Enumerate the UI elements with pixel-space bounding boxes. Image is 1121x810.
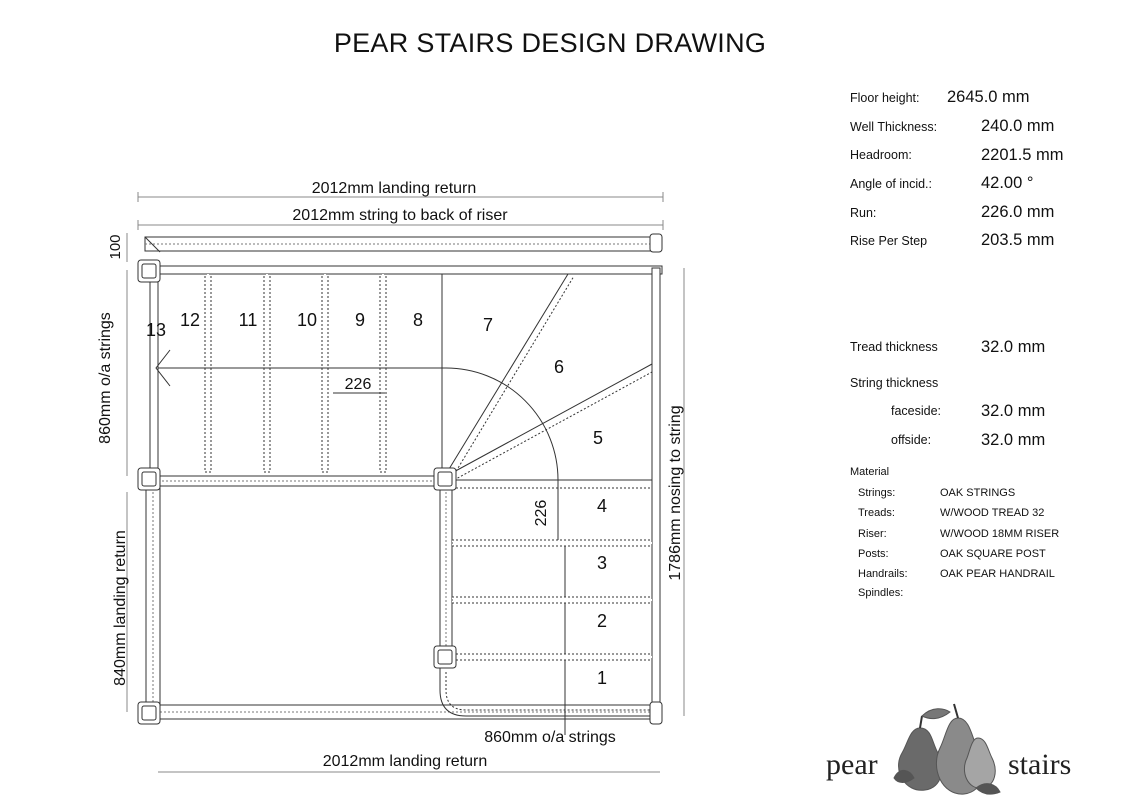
dim-top-landing: 2012mm landing return <box>311 180 477 197</box>
step-number: 10 <box>296 310 318 330</box>
spec-value: 203.5 mm <box>981 231 1055 249</box>
dim-top-string: 2012mm string to back of riser <box>292 207 508 224</box>
faceside-value: 32.0 mm <box>981 402 1046 420</box>
logo-text-left: pear <box>826 748 878 781</box>
spec-value: 2201.5 mm <box>981 146 1064 164</box>
spec-label: Run: <box>850 206 877 220</box>
dim-left-100: 100 <box>107 234 124 260</box>
step-number: 2 <box>596 611 608 631</box>
material-label: Handrails: <box>858 568 908 580</box>
step-number: 4 <box>596 496 608 516</box>
step-number: 9 <box>354 310 366 330</box>
material-label: Strings: <box>858 487 896 499</box>
step-number: 12 <box>179 310 201 330</box>
spec-label: Headroom: <box>850 148 912 162</box>
page-title: PEAR STAIRS DESIGN DRAWING <box>333 28 767 58</box>
offside-value: 32.0 mm <box>981 431 1046 449</box>
spec-value: 240.0 mm <box>981 117 1055 135</box>
pear-fruit-icon <box>880 698 1010 808</box>
tread-thickness-value: 32.0 mm <box>981 338 1046 356</box>
material-label: Riser: <box>858 528 887 540</box>
string-right <box>652 268 660 718</box>
post-bottom-right <box>650 702 662 724</box>
spec-label: Well Thickness: <box>850 120 938 134</box>
lower-flight-treads <box>452 540 652 660</box>
dim-bottom-landing: 2012mm landing return <box>322 753 488 770</box>
dim-left-860: 860mm o/a strings <box>97 312 114 444</box>
material-value: OAK STRINGS <box>940 487 1016 499</box>
step-number: 3 <box>596 553 608 573</box>
string-thickness-label: String thickness <box>850 376 939 390</box>
dim-right-1786: 1786mm nosing to string <box>667 405 684 581</box>
dim-going-top: 226 <box>344 376 372 393</box>
dim-going-side: 226 <box>533 499 550 527</box>
spec-label: Angle of incid.: <box>850 177 932 191</box>
material-value: W/WOOD TREAD 32 <box>940 507 1045 519</box>
material-value: OAK SQUARE POST <box>940 548 1046 560</box>
material-value: OAK PEAR HANDRAIL <box>940 568 1055 580</box>
step-number: 1 <box>596 668 608 688</box>
logo-text-right: stairs <box>1008 748 1072 781</box>
step-number: 5 <box>592 428 604 448</box>
material-heading: Material <box>850 466 890 478</box>
string-top <box>150 266 662 274</box>
tread-thickness-label: Tread thickness <box>850 340 938 354</box>
dim-bottom-860: 860mm o/a strings <box>484 729 616 746</box>
step-number: 7 <box>482 315 494 335</box>
string-left-upper <box>150 272 158 472</box>
dim-left-840: 840mm landing return <box>112 530 129 686</box>
spec-value: 42.00 ° <box>981 174 1034 192</box>
post-top-right <box>650 234 662 252</box>
faceside-label: faceside: <box>891 404 942 418</box>
upper-flight-risers <box>205 274 442 472</box>
spec-label: Floor height: <box>850 91 920 105</box>
step-number: 13 <box>145 320 167 340</box>
spec-value: 2645.0 mm <box>947 88 1030 106</box>
spec-label: Rise Per Step <box>850 234 928 248</box>
material-value: W/WOOD 18MM RISER <box>940 528 1060 540</box>
material-label: Spindles: <box>858 587 904 599</box>
material-label: Treads: <box>858 507 895 519</box>
offside-label: offside: <box>891 433 932 447</box>
spec-value: 226.0 mm <box>981 203 1055 221</box>
material-label: Posts: <box>858 548 889 560</box>
winder-risers <box>446 274 652 488</box>
step-number: 11 <box>238 310 258 330</box>
step-number: 6 <box>553 357 565 377</box>
step-number: 8 <box>412 310 424 330</box>
